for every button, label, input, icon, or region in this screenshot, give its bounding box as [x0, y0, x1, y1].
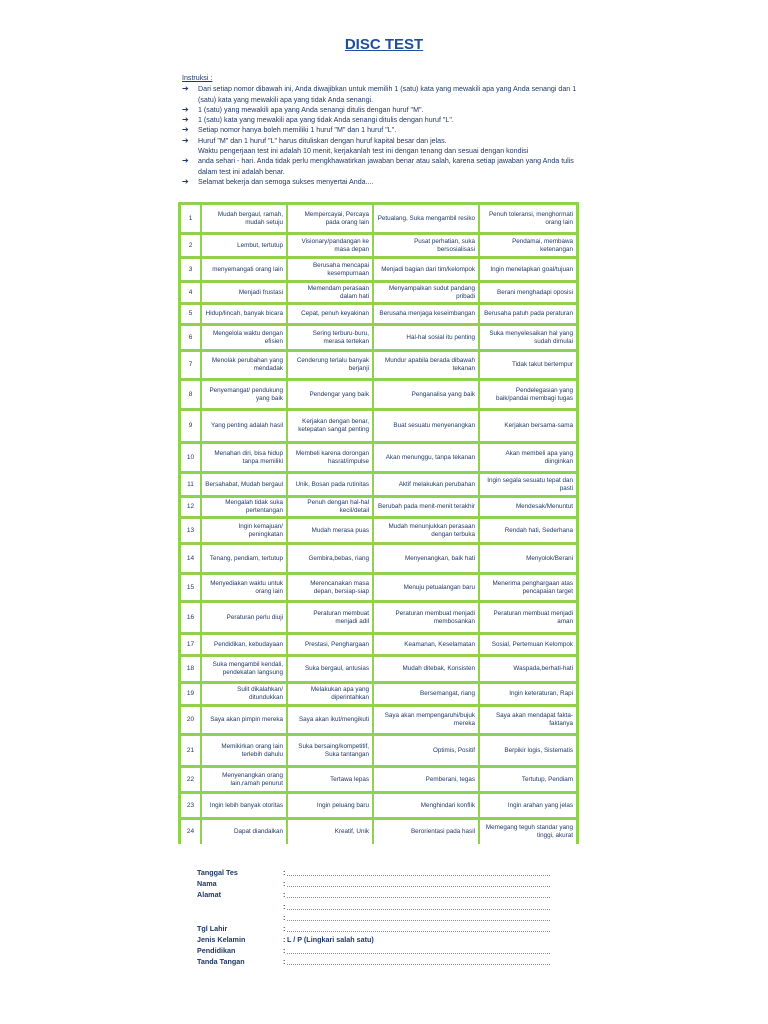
row-number: 4 — [181, 283, 200, 302]
choice-cell[interactable]: Peraturan perlu diuji — [202, 603, 286, 632]
choice-cell[interactable]: Rendah hati, Sederhana — [480, 519, 576, 542]
row-number: 1 — [181, 205, 200, 232]
instruction-text: Setiap nomor hanya boleh memiliki 1 huruf "M" dan 1 huruf "L". — [198, 126, 397, 135]
arrow-right-icon: ➔ — [182, 125, 189, 135]
arrow-right-icon: ➔ — [182, 104, 189, 114]
row-number: 6 — [181, 326, 200, 349]
table-row — [181, 820, 576, 844]
form-colon: : — [283, 890, 286, 899]
choice-cell[interactable]: Menyolok/Berani — [480, 545, 576, 572]
row-number: 10 — [181, 444, 200, 471]
choice-cell[interactable]: Menyampaikan sudut pandang pribadi — [374, 283, 478, 302]
choice-cell[interactable]: Kerjakan dengan benar, ketepatan sangat penting — [288, 411, 372, 441]
choice-cell[interactable]: Akan menunggu, tanpa tekanan — [374, 444, 478, 471]
form-colon: : — [283, 868, 286, 877]
form-input-line[interactable] — [287, 924, 550, 932]
arrow-right-icon: ➔ — [182, 115, 189, 125]
choice-cell[interactable]: Cepat, penuh keyakinan — [288, 305, 372, 323]
choice-cell[interactable]: Visionary/pandangan ke masa depan — [288, 235, 372, 256]
form-field — [197, 913, 557, 923]
choice-cell[interactable]: Ingin lebih banyak otoritas — [202, 794, 286, 817]
choice-cell[interactable]: Tertawa lepas — [288, 768, 372, 791]
row-number: 13 — [181, 519, 200, 542]
table-row — [181, 707, 576, 733]
table-row — [181, 736, 576, 765]
table-row — [181, 381, 576, 408]
choice-cell[interactable]: Penuh toleransi, menghormati orang lain — [480, 205, 576, 232]
choice-cell[interactable]: Menjadi bagian dari tim/kelompok — [374, 259, 478, 280]
choice-cell[interactable]: Ingin keteraturan, Rapi — [480, 684, 576, 704]
arrow-right-icon — [182, 146, 198, 156]
table-row — [181, 326, 576, 349]
row-number: 18 — [181, 657, 200, 681]
choice-cell[interactable]: Ingin kemajuan/ peningkatan — [202, 519, 286, 542]
choice-cell[interactable]: Tertutup, Pendiam — [480, 768, 576, 791]
form-label: Pendidikan — [197, 946, 236, 955]
choice-cell[interactable]: Mundur apabila berada dibawah tekanan — [374, 352, 478, 378]
choice-cell[interactable]: Aktif melakukan perubahan — [374, 474, 478, 495]
instructions-heading: Instruksi : — [182, 74, 213, 82]
choice-cell[interactable]: Tidak takut bertempur — [480, 352, 576, 378]
row-number: 12 — [181, 498, 200, 516]
choice-cell[interactable]: Suka menyelesaikan hal yang sudah dimulai — [480, 326, 576, 349]
choice-cell[interactable]: Saya akan mendapat fakta-faktanya — [480, 707, 576, 733]
choice-cell[interactable]: Memegang teguh standar yang tinggi, akurat — [480, 820, 576, 844]
choice-cell[interactable]: Kerjakan bersama-sama — [480, 411, 576, 441]
form-field — [197, 946, 557, 956]
form-input-line[interactable] — [287, 890, 550, 898]
choice-cell[interactable]: Ingin arahan yang jelas — [480, 794, 576, 817]
choice-cell[interactable]: Ingin peluang baru — [288, 794, 372, 817]
choice-cell[interactable]: Optimis, Positif — [374, 736, 478, 765]
instruction-item — [182, 156, 592, 177]
form-colon: : — [283, 924, 286, 933]
table-row — [181, 474, 576, 495]
choice-cell[interactable]: Pendelegasian yang baik/pandai membagi tugas — [480, 381, 576, 408]
instruction-item — [182, 105, 592, 115]
row-number: 14 — [181, 545, 200, 572]
choice-cell[interactable]: Petualang, Suka mengambil resiko — [374, 205, 478, 232]
choice-cell[interactable]: Ingin segala sesuatu tepat dan pasti — [480, 474, 576, 495]
table-row — [181, 575, 576, 600]
choice-cell[interactable]: Menerima penghargaan atas pencapaian target — [480, 575, 576, 600]
form-input-line[interactable] — [287, 902, 550, 910]
form-field — [197, 924, 557, 934]
choice-cell[interactable]: Dapat diandalkan — [202, 820, 286, 844]
row-number: 8 — [181, 381, 200, 408]
form-label: Nama — [197, 879, 217, 888]
form-colon: : — [283, 913, 286, 922]
choice-cell[interactable]: Berubah pada menit-menit terakhir — [374, 498, 478, 516]
table-row — [181, 794, 576, 817]
choice-cell[interactable]: Sosial, Pertemuan Kelompok — [480, 635, 576, 654]
choice-cell[interactable]: Penuh dengan hal-hal kecil/detail — [288, 498, 372, 516]
form-input-line[interactable] — [287, 957, 550, 965]
choice-cell[interactable]: Pusat perhatian, suka bersosialisasi — [374, 235, 478, 256]
table-row — [181, 498, 576, 516]
form-colon: : — [283, 935, 286, 944]
choice-cell[interactable]: Pendamai, membawa ketenangan — [480, 235, 576, 256]
choice-cell[interactable]: Peraturan membuat menjadi membosankan — [374, 603, 478, 632]
choice-cell[interactable]: Berusaha patuh pada peraturan — [480, 305, 576, 323]
table-row — [181, 684, 576, 704]
form-field — [197, 957, 557, 967]
row-number: 16 — [181, 603, 200, 632]
form-label: Tgl Lahir — [197, 924, 228, 933]
choice-cell[interactable]: Berusaha mencapai kesempurnaan — [288, 259, 372, 280]
choice-cell[interactable]: Cenderung terlalu banyak berjanji — [288, 352, 372, 378]
choice-cell[interactable]: Sering terburu-buru, merasa tertekan — [288, 326, 372, 349]
arrow-right-icon: ➔ — [182, 176, 189, 186]
choice-cell[interactable]: Peraturan membuat menjadi aman — [480, 603, 576, 632]
form-input-line[interactable] — [287, 913, 550, 921]
instruction-item — [182, 136, 592, 146]
instruction-item — [182, 115, 592, 125]
arrow-right-icon: ➔ — [182, 84, 189, 94]
row-number: 23 — [181, 794, 200, 817]
choice-cell[interactable]: Memendam perasaan dalam hati — [288, 283, 372, 302]
choice-cell[interactable]: menyemangati orang lain — [202, 259, 286, 280]
choice-cell[interactable]: Bersemangat, riang — [374, 684, 478, 704]
form-input-line[interactable] — [287, 868, 550, 876]
choice-cell[interactable]: Saya akan pimpin mereka — [202, 707, 286, 733]
row-number: 2 — [181, 235, 200, 256]
choice-cell[interactable]: Bersahabat, Mudah bergaul — [202, 474, 286, 495]
table-row — [181, 519, 576, 542]
arrow-right-icon: ➔ — [182, 135, 189, 145]
choice-cell[interactable]: Menyediakan waktu untuk orang lain — [202, 575, 286, 600]
arrow-right-icon: ➔ — [182, 156, 189, 166]
choice-cell[interactable]: Peraturan membuat menjadi adil — [288, 603, 372, 632]
choice-cell[interactable]: Saya akan ikut/mengikuti — [288, 707, 372, 733]
choice-cell[interactable]: Menolak perubahan yang mendadak — [202, 352, 286, 378]
row-number: 21 — [181, 736, 200, 765]
row-number: 20 — [181, 707, 200, 733]
row-number: 3 — [181, 259, 200, 280]
choice-cell[interactable]: Mendesak/Menuntut — [480, 498, 576, 516]
choice-cell[interactable]: Unik, Bosan pada rutinitas — [288, 474, 372, 495]
row-number: 11 — [181, 474, 200, 495]
instruction-text: Selamat bekerja dan semoga sukses menyertai Anda.... — [198, 177, 374, 186]
choice-cell[interactable]: Ingin menetapkan goal/tujuan — [480, 259, 576, 280]
table-row — [181, 205, 576, 232]
table-row — [181, 235, 576, 256]
table-row — [181, 411, 576, 441]
form-label: Tanda Tangan — [197, 957, 245, 966]
instruction-text: anda sehari - hari. Anda tidak perlu mengkhawatirkan jawaban benar atau salah, karena setiap jawaban yang Anda tulis dalam test ini adalah benar. — [198, 157, 574, 176]
choice-cell[interactable]: Mudah ditebak, Konsisten — [374, 657, 478, 681]
choice-cell[interactable]: Pendengar yang baik — [288, 381, 372, 408]
choice-cell[interactable]: Mudah bergaul, ramah, mudah setuju — [202, 205, 286, 232]
table-row — [181, 444, 576, 471]
row-number: 24 — [181, 820, 200, 844]
choice-cell[interactable]: Menahan diri, bisa hidup tanpa memiliki — [202, 444, 286, 471]
form-colon: : — [283, 879, 286, 888]
table-row — [181, 768, 576, 791]
table-row — [181, 259, 576, 280]
form-input-line[interactable] — [287, 879, 550, 887]
choice-cell[interactable]: Mudah merasa puas — [288, 519, 372, 542]
form-field — [197, 902, 557, 912]
choice-cell[interactable]: Hidup/lincah, banyak bicara — [202, 305, 286, 323]
row-number: 5 — [181, 305, 200, 323]
row-number: 22 — [181, 768, 200, 791]
choice-cell[interactable]: Kreatif, Unik — [288, 820, 372, 844]
choice-cell[interactable]: Mudah menunjukkan perasaan dengan terbuka — [374, 519, 478, 542]
instruction-text: 1 (satu) kata yang mewakili apa yang tidak Anda senangi ditulis dengan huruf "L". — [198, 116, 454, 125]
form-colon: : — [283, 957, 286, 966]
instruction-item — [182, 177, 592, 187]
choice-cell[interactable]: Buat sesuatu menyenangkan — [374, 411, 478, 441]
choice-cell[interactable]: Yang penting adalah hasil — [202, 411, 286, 441]
choice-cell[interactable]: Berusaha menjaga keseimbangan — [374, 305, 478, 323]
choice-cell[interactable]: Suka bergaul, antusias — [288, 657, 372, 681]
row-number: 19 — [181, 684, 200, 704]
choice-cell[interactable]: Berorientasi pada hasil — [374, 820, 478, 844]
instruction-text: Dari setiap nomor dibawah ini, Anda diwajibkan untuk memilih 1 (satu) kata yang mewakili apa yang Anda senangi dan 1 (satu) kata yang mewakili apa yang tidak Anda senangi. — [198, 85, 577, 104]
choice-cell[interactable]: Pemberani, tegas — [374, 768, 478, 791]
choice-cell[interactable]: Menjadi frustasi — [202, 283, 286, 302]
table-row — [181, 657, 576, 681]
choice-cell[interactable]: Hal-hal sosial itu penting — [374, 326, 478, 349]
choice-cell[interactable]: Mengalah tidak suka pertentangan — [202, 498, 286, 516]
choice-cell[interactable]: Pendidikan, kebudayaan — [202, 635, 286, 654]
form-label: Tanggal Tes — [197, 868, 238, 877]
choice-cell[interactable]: Sulit dikalahkan/ ditundukkan — [202, 684, 286, 704]
form-label: Jenis Kelamin — [197, 935, 246, 944]
instruction-item — [182, 146, 592, 156]
table-row — [181, 603, 576, 632]
form-field — [197, 868, 557, 878]
choice-cell[interactable]: Akan membeli apa yang diinginkan — [480, 444, 576, 471]
instruction-item — [182, 84, 592, 105]
form-colon: : — [283, 946, 286, 955]
form-label: Alamat — [197, 890, 221, 899]
instructions — [182, 73, 592, 187]
choice-cell[interactable]: Menyenangkan orang lain,ramah penurut — [202, 768, 286, 791]
choice-cell[interactable]: Penganalisa yang baik — [374, 381, 478, 408]
choice-cell[interactable]: Saya akan mempengaruhi/bujuk mereka — [374, 707, 478, 733]
choice-cell[interactable]: Gembira,bebas, riang — [288, 545, 372, 572]
row-number: 17 — [181, 635, 200, 654]
disc-table — [178, 202, 579, 844]
choice-cell[interactable]: Menghindari konflik — [374, 794, 478, 817]
choice-cell[interactable]: Merencanakan masa depan, bersiap-siap — [288, 575, 372, 600]
instruction-text: Waktu pengerjaan test ini adalah 10 menit, kerjakanlah test ini dengan tenang dan sesuai dengan kondisi — [198, 147, 529, 156]
choice-cell[interactable]: Melakukan apa yang diperintahkan — [288, 684, 372, 704]
row-number: 9 — [181, 411, 200, 441]
choice-cell[interactable]: Suka mengambil kendali, pendekatan langsung — [202, 657, 286, 681]
choice-cell[interactable]: Menuju petualangan baru — [374, 575, 478, 600]
choice-cell[interactable]: Membeli karena dorongan hasrat/impulse — [288, 444, 372, 471]
choice-cell[interactable]: Memikirkan orang lain terlebih dahulu — [202, 736, 286, 765]
choice-cell[interactable]: Mempercayai, Percaya pada orang lain — [288, 205, 372, 232]
row-number: 15 — [181, 575, 200, 600]
table-row — [181, 305, 576, 323]
choice-cell[interactable]: Berani menghadapi oposisi — [480, 283, 576, 302]
choice-cell[interactable]: Tenang, pendiam, tertutup — [202, 545, 286, 572]
row-number: 7 — [181, 352, 200, 378]
choice-cell[interactable]: Prestasi, Penghargaan — [288, 635, 372, 654]
instruction-item — [182, 125, 592, 135]
form-colon: : — [283, 902, 286, 911]
choice-cell[interactable]: Keamanan, Keselamatan — [374, 635, 478, 654]
form-value: L / P (Lingkari salah satu) — [287, 935, 374, 944]
page-title: DISC TEST — [344, 36, 424, 53]
choice-cell[interactable]: Mengelola waktu dengan efisien — [202, 326, 286, 349]
choice-cell[interactable]: Berpikir logis, Sistematis — [480, 736, 576, 765]
choice-cell[interactable]: Lembut, tertutup — [202, 235, 286, 256]
form-field — [197, 890, 557, 900]
choice-cell[interactable]: Suka bersaing/kompetitif, Suka tantangan — [288, 736, 372, 765]
table-row — [181, 352, 576, 378]
form-input-line[interactable] — [287, 946, 550, 954]
instruction-text: Huruf "M" dan 1 huruf "L" harus dituliskan dengan huruf kapital besar dan jelas. — [198, 136, 447, 145]
choice-cell[interactable]: Waspada,berhati-hati — [480, 657, 576, 681]
choice-cell[interactable]: Menyenangkan, baik hati — [374, 545, 478, 572]
form-field — [197, 935, 557, 945]
form-field — [197, 879, 557, 889]
table-row — [181, 635, 576, 654]
choice-cell[interactable]: Penyemangat/ pendukung yang baik — [202, 381, 286, 408]
instruction-text: 1 (satu) yang mewakili apa yang Anda senangi ditulis dengan huruf "M". — [198, 105, 424, 114]
table-row — [181, 283, 576, 302]
table-row — [181, 545, 576, 572]
